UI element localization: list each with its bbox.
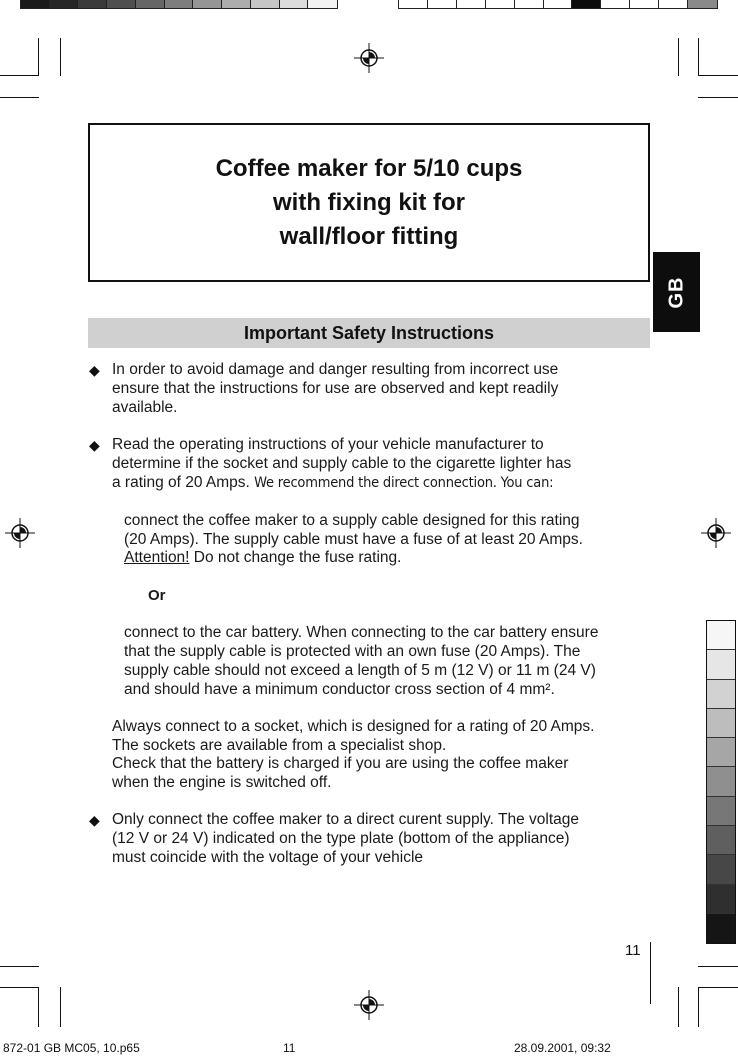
para4-line3: must coincide with the voltage of your vehicle <box>112 849 424 866</box>
crop-mark <box>0 987 39 988</box>
title-line-2: with fixing kit for <box>273 188 465 216</box>
footer-file: 872-01 GB MC05, 10.p65 <box>3 1041 140 1055</box>
crop-mark <box>698 75 738 76</box>
crop-mark <box>0 75 39 76</box>
calibration-swatch <box>50 0 79 8</box>
gray-swatch <box>707 914 735 943</box>
option2-line3: supply cable should not exceed a length of 5 m (12 V) or 11 m (24 V) <box>124 662 596 679</box>
gray-swatch <box>707 885 735 914</box>
section-header-title: Important Safety Instructions <box>243 322 495 343</box>
para3-line4: when the engine is switched off. <box>112 774 332 791</box>
option1-line3 <box>124 549 401 568</box>
para3-line2: The sockets are available from a specialist shop. <box>112 737 447 754</box>
attention-label: Attention! <box>124 549 190 566</box>
calibration-swatch <box>659 0 688 8</box>
calibration-swatch <box>544 0 573 8</box>
option1-line3-rest: Do not change the fuse rating. <box>189 549 402 566</box>
para1-line3: available. <box>112 399 178 416</box>
calibration-swatch <box>308 0 337 8</box>
bullet-icon: ◆ <box>89 437 100 453</box>
calibration-swatch <box>399 0 428 8</box>
gray-swatch <box>707 855 735 884</box>
crop-mark <box>698 38 699 76</box>
para1-line2: ensure that the instructions for use are observed and kept readily <box>112 380 559 397</box>
section-header <box>88 318 650 348</box>
option2-line2: that the supply cable is protected with an own fuse (20 Amps). The <box>124 643 581 660</box>
option2-line1: connect to the car battery. When connecting to the car battery ensure <box>124 624 599 641</box>
para2-line3-b: We recommend the direct connection. You can: <box>254 475 554 491</box>
gray-swatch <box>707 826 735 855</box>
calibration-swatch <box>107 0 136 8</box>
calibration-swatch <box>136 0 165 8</box>
language-tab <box>653 252 700 332</box>
calibration-swatch <box>457 0 486 8</box>
title-line-1: Coffee maker for 5/10 cups <box>215 154 523 182</box>
para2-line3 <box>112 474 553 493</box>
calibration-bar-right <box>398 0 718 9</box>
calibration-swatch <box>630 0 659 8</box>
crop-mark <box>0 966 39 967</box>
crop-mark <box>678 987 679 1027</box>
crop-mark <box>698 987 699 1027</box>
calibration-swatch <box>280 0 309 8</box>
calibration-swatch <box>78 0 107 8</box>
calibration-swatch <box>222 0 251 8</box>
crop-mark <box>60 38 61 76</box>
or-label: Or <box>148 587 166 604</box>
gray-swatch <box>707 767 735 796</box>
title-line-3: wall/floor fitting <box>279 222 459 250</box>
crop-mark <box>698 987 738 988</box>
calibration-swatch <box>251 0 280 8</box>
registration-mark-icon <box>354 990 384 1020</box>
gray-swatch <box>707 797 735 826</box>
calibration-bar-left <box>20 0 338 9</box>
para3-line3: Check that the battery is charged if you are using the coffee maker <box>112 755 569 772</box>
gray-swatch <box>707 650 735 679</box>
crop-mark <box>698 966 738 967</box>
crop-mark <box>0 97 39 98</box>
option2-line4: and should have a minimum conductor cross section of 4 mm². <box>124 681 555 698</box>
title-box <box>88 123 650 282</box>
para2-line3-a: a rating of 20 Amps. <box>112 474 250 491</box>
bullet-icon: ◆ <box>89 812 100 828</box>
crop-mark <box>60 987 61 1027</box>
calibration-swatch <box>486 0 515 8</box>
registration-mark-icon <box>5 518 35 548</box>
footer-timestamp: 28.09.2001, 09:32 <box>514 1041 611 1055</box>
calibration-swatch <box>515 0 544 8</box>
calibration-swatch <box>193 0 222 8</box>
footer-page: 11 <box>283 1041 296 1055</box>
calibration-swatch <box>572 0 601 8</box>
para4-line1: Only connect the coffee maker to a direct curent supply. The voltage <box>112 811 579 828</box>
page-number-rule <box>650 942 651 1004</box>
calibration-swatch <box>21 0 50 8</box>
registration-mark-icon <box>354 43 384 73</box>
language-tab-label: GB <box>665 276 687 308</box>
calibration-swatch <box>165 0 194 8</box>
para2-line1: Read the operating instructions of your vehicle manufacturer to <box>112 436 544 453</box>
gray-swatch <box>707 680 735 709</box>
option1-line1: connect the coffee maker to a supply cable designed for this rating <box>124 512 580 529</box>
grayscale-strip <box>706 620 736 944</box>
gray-swatch <box>707 738 735 767</box>
para2-line2: determine if the socket and supply cable to the cigarette lighter has <box>112 455 572 472</box>
para4-line2: (12 V or 24 V) indicated on the type plate (bottom of the appliance) <box>112 830 570 847</box>
page-number: 11 <box>625 942 641 959</box>
gray-swatch <box>707 621 735 650</box>
crop-mark <box>38 987 39 1027</box>
calibration-swatch <box>601 0 630 8</box>
para3-line1: Always connect to a socket, which is designed for a rating of 20 Amps. <box>112 718 595 735</box>
crop-mark <box>678 38 679 76</box>
option1-line2: (20 Amps). The supply cable must have a fuse of at least 20 Amps. <box>124 531 583 548</box>
gray-swatch <box>707 709 735 738</box>
crop-mark <box>38 38 39 76</box>
para1-line1: In order to avoid damage and danger resulting from incorrect use <box>112 361 559 378</box>
registration-mark-icon <box>701 518 731 548</box>
calibration-swatch <box>688 0 717 8</box>
crop-mark <box>698 97 738 98</box>
bullet-icon: ◆ <box>89 362 100 378</box>
calibration-swatch <box>428 0 457 8</box>
